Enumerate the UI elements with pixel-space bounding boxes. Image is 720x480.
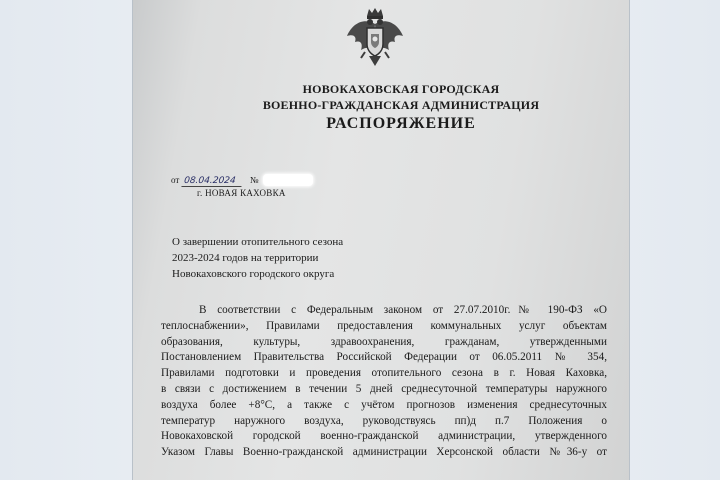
date-number-line — [171, 174, 313, 187]
body-line: Правилами подготовки и проведения отопительного сезона в г. Новая Каховка, — [161, 367, 607, 380]
body-line: образования, культуры, здравоохранения, гражданам, утвержденными — [161, 335, 607, 348]
header-organization-line2: ВОЕННО-ГРАЖДАНСКАЯ АДМИНИСТРАЦИЯ — [262, 98, 540, 112]
body-line: теплоснабжении», Правилами предоставления коммунальных услуг объектам — [161, 319, 607, 332]
subject-line: Новокаховского городского округа — [172, 268, 335, 280]
body-line: воздуха более +8°С, а также с учётом прогнозов изменения среднесуточных — [161, 398, 607, 411]
subject-line: О завершении отопительного сезона — [172, 236, 344, 248]
body-line: в связи с достижением в течении 5 дней среднесуточной температуры наружного — [161, 382, 607, 395]
number-label: № — [249, 175, 259, 185]
body-line: Указом Главы Военно-гражданской администрации Херсонской области №36-у от — [161, 446, 607, 459]
header-organization-line1: НОВОКАХОВСКАЯ ГОРОДСКАЯ — [302, 82, 500, 96]
body-line: Постановлением Правительства Российской Федерации от 06.05.2011 № 354, — [161, 351, 607, 364]
coat-of-arms-emblem — [343, 6, 407, 70]
body-line: температур наружного воздуха, руководствуясь пп)д п.7 Положения о — [161, 414, 607, 427]
body-paragraph — [161, 303, 607, 461]
subject-line: 2023-2024 годов на территории — [172, 252, 319, 264]
document-type-title: РАСПОРЯЖЕНИЕ — [326, 115, 476, 132]
body-line: Новокаховской городской военно-гражданской администрации, утвержденного — [161, 430, 607, 443]
scanned-page — [133, 0, 629, 480]
handwritten-date: 08.04.2024 — [181, 176, 242, 187]
date-prefix: от — [171, 175, 180, 185]
subject-block — [172, 234, 343, 282]
city-line: г. НОВАЯ КАХОВКА — [197, 188, 286, 198]
redacted-number — [263, 174, 313, 186]
body-line: В соответствии с Федеральным законом от 27.07.2010г.№ 190-ФЗ «О — [199, 304, 607, 316]
